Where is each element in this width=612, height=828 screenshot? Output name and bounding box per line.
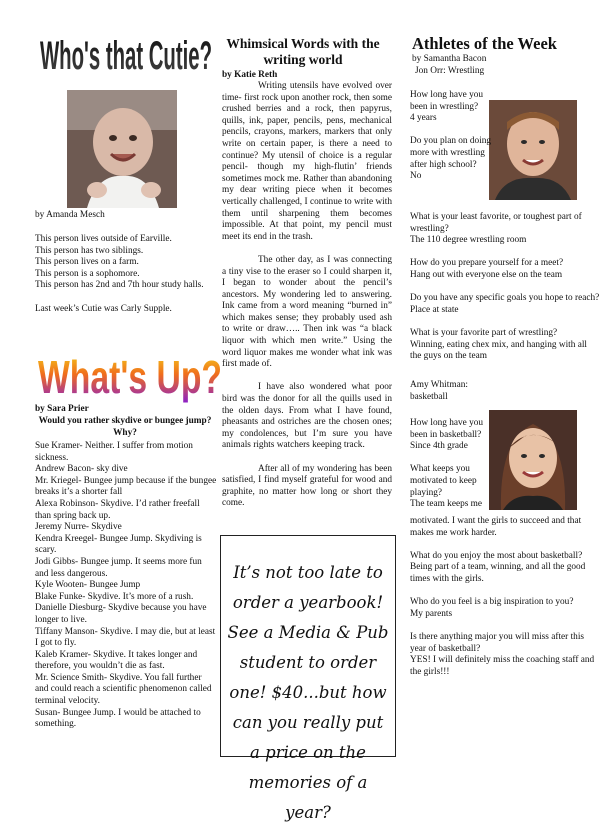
qa-line: Do you plan on doing more with wrestling after high school?	[410, 136, 492, 170]
qa-spacer	[410, 247, 600, 259]
answer-item: Jodi Gibbs- Bungee jump. It seems more fun and less dangerous.	[35, 556, 202, 579]
cutie-fact: This person has 2nd and 7th hour study halls.	[35, 280, 204, 291]
answer-item: Jeremy Nurre- Skydive	[35, 522, 122, 533]
answer-item: Sue Kramer- Neither. I suffer from motion sickness.	[35, 441, 193, 463]
qa-line: Is there anything major you will miss after this year of basketball?	[410, 631, 585, 654]
answer-item: Mr. Kriegel- Bungee jump because if the bungee breaks it’s a shorter fall	[35, 475, 217, 498]
qa-spacer	[410, 282, 600, 294]
article-paragraph: The other day, as I was connecting a tiny vise to the eraser so I could sharpen it, I began to wonder about the pencil’s ancestors. My wondering led to answering. Ink came from a word meaning “burned in” which makes sense; they probably used ash to write or draw….. Then ink was “a black liquor with which men write.” Using the word liquor makes me wonder what ink was first made of.	[222, 254, 392, 370]
article-paragraph: Writing utensils have evolved over time- first rock upon another rock, then some crushed berries and a rock, then papyrus, quills, ink, paper, pencils, pens, mechanical pencils, crayons, markers, markers that only write on certain paper, is there a need to continue? My utensil of choice is a regular pencil- though my high-flutin’ friends sometimes mock me. Rather than abandoning my dear writing piece when it becomes vertically challenged, I continue to write with them until sharpening them becomes impossible. At that point, my pencil must meet its end in the trash.	[222, 81, 392, 242]
cutie-credit: by Amanda Mesch	[35, 210, 105, 220]
cutie-title-graphic	[38, 33, 214, 81]
yearbook-promo-box	[220, 535, 396, 822]
athletes-title: Athletes of the Week	[412, 34, 557, 53]
cutie-fact: This person lives on a farm.	[35, 257, 139, 268]
yearbook-promo-text: It’s not too late to order a yearbook! See a Media & Pub student to order one! $40...but how can you really put a price on the memories of a year?	[227, 563, 389, 822]
qa-line: My parents	[410, 608, 453, 619]
qa-line: What is your least favorite, or toughest part of wrestling?	[410, 212, 582, 234]
qa-line: Hang out with everyone else on the team	[410, 269, 563, 280]
athlete1-label: Jon Orr: Wrestling	[415, 66, 485, 76]
whats-up-title: What's Up?	[38, 351, 222, 403]
words-article-body	[222, 81, 392, 510]
qa-line: Do you have any specific goals you hope to reach?	[410, 293, 600, 304]
qa-line: motivated. I want the girls to succeed and that makes me work harder.	[410, 516, 582, 538]
athlete2-label: Amy Whitman: basketball	[410, 380, 468, 402]
qa-line: What is your favorite part of wrestling?	[410, 327, 558, 338]
qa-line: Winning, eating chex mix, and hanging with all the guys on the team	[410, 339, 588, 362]
answer-item: Kyle Wooten- Bungee Jump	[35, 580, 141, 591]
answer-item: Kaleb Kramer- Skydive. It takes longer and therefore, you wouldn’t die as fast.	[35, 649, 198, 672]
whats-up-answers	[35, 441, 217, 731]
qa-line: What keeps you motivated to keep playing?	[410, 464, 477, 498]
qa-line: 4 years	[410, 113, 437, 124]
qa-spacer	[410, 620, 600, 632]
qa-spacer	[410, 453, 490, 465]
whats-up-question: Would you rather skydive or bungee jump? Why?	[38, 416, 212, 438]
answer-item: Tiffany Manson- Skydive. I may die, but at least I got to fly.	[35, 626, 216, 649]
athlete2-photo	[489, 410, 577, 510]
qa-line: The team keeps me	[410, 499, 483, 510]
qa-line: YES! I will definitely miss the coaching staff and the girls!!!	[410, 655, 595, 677]
qa-line: Since 4th grade	[410, 441, 468, 452]
qa-line: What do you enjoy the most about basketball?	[410, 550, 583, 561]
answer-item: Blake Funke- Skydive. It’s more of a rush.	[35, 591, 194, 602]
qa-line: Being part of a team, winning, and all the good times with the girls.	[410, 562, 586, 584]
qa-spacer	[410, 125, 498, 137]
article-paragraph: I have also wondered what poor bird was the donor for all the quills used in the olden days. From what I have found, pheasants and ostriches are the chosen ones; my condolences, but I’m sure you have animals rights watchers keeping track.	[222, 382, 392, 451]
answer-item: Mr. Science Smith- Skydive. You fall further and could reach a scientific phenomenon called terminal velocity.	[35, 672, 212, 707]
qa-spacer	[410, 586, 600, 598]
cutie-fact: This person has two siblings.	[35, 245, 144, 256]
cutie-last-week: Last week’s Cutie was Carly Supple.	[35, 303, 172, 314]
athletes-byline: by Samantha Bacon	[412, 54, 487, 64]
answer-item: Susan- Bungee Jump. I would be attached to something.	[35, 707, 201, 730]
qa-spacer	[410, 539, 600, 551]
cutie-baby-photo	[67, 90, 177, 208]
cutie-title: Who's that Cutie?	[39, 33, 212, 79]
qa-spacer	[410, 316, 600, 328]
qa-line: How long have you been in basketball?	[410, 418, 484, 440]
qa-line: No	[410, 171, 422, 182]
answer-item: Kendra Kreegel- Bungee Jump. Skydiving is scary.	[35, 533, 202, 556]
qa-line: How long have you been in wrestling?	[410, 90, 484, 112]
qa-line: Who do you feel is a big inspiration to you?	[410, 597, 574, 608]
whats-up-byline: by Sara Prier	[35, 404, 89, 414]
cutie-facts	[35, 234, 215, 315]
qa-line: Place at state	[410, 304, 459, 315]
article-paragraph: After all of my wondering has been satisfied, I find myself grateful for wood and graphite, no matter how long or short they come.	[222, 463, 392, 509]
qa-line: How do you prepare yourself for a meet?	[410, 258, 564, 269]
athlete1-qa-bottom	[410, 212, 600, 363]
athlete1-photo	[489, 100, 577, 200]
athlete1-qa-top	[410, 90, 498, 183]
athlete2-qa-top	[410, 418, 490, 511]
athlete2-qa-bottom	[410, 516, 600, 678]
words-title: Whimsical Words with the writing world	[226, 36, 380, 67]
answer-item: Alexa Robinson- Skydive. I’d rather freefall than spring back up.	[35, 498, 200, 521]
cutie-fact: This person is a sophomore.	[35, 268, 140, 279]
answer-item: Danielle Diesburg- Skydive because you have longer to live.	[35, 603, 207, 625]
qa-line: The 110 degree wrestling room	[410, 235, 527, 246]
answer-item: Andrew Bacon- sky dive	[35, 464, 128, 475]
words-byline: by Katie Reth	[222, 70, 278, 80]
cutie-fact: This person lives outside of Earville.	[35, 234, 172, 244]
